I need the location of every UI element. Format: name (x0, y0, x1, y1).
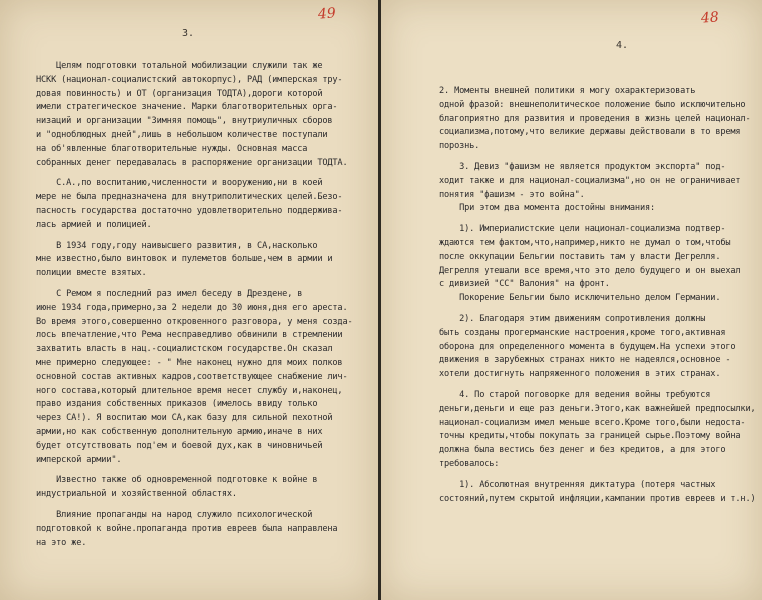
text-line: НСКК (национал-социалистский автокорпус), РАД (имперская тру- (36, 74, 343, 85)
text-line: ходит также и для национал-социализма",но он не ограничивает (439, 175, 741, 186)
text-line: состояний,путем скрытой инфляции,кампании против евреев и т.н.) (439, 493, 756, 504)
text-line: армии,но как собственную дополнительную армию,иначе в них (36, 426, 323, 437)
text-line: 3. Девиз "фашизм не является продуктом экспорта" под- (439, 161, 726, 172)
right-folio-number: 48 (700, 9, 720, 27)
right-body-text (439, 78, 756, 506)
text-line (439, 154, 756, 161)
text-line: одной фразой: внешнеполитическое положение было исключительно (439, 99, 746, 110)
text-line: При этом два момента достойны внимания: (439, 203, 656, 214)
text-line: 1). Абсолютная внутренняя диктатура (потеря частных (439, 479, 716, 490)
left-body-text (36, 60, 353, 550)
text-line: низаций и организации "Зимняя помощь", внутриуличных сборов (36, 116, 333, 127)
text-line: движения в зарубежных странах никто не надеялся,основное - (439, 355, 731, 366)
text-line: мне примерно следующее: - " Мне наконец нужно для моих полков (36, 357, 343, 368)
text-line: довая повинность) и ОТ (организация ТОДТА),дороги которой (36, 88, 323, 99)
text-line (36, 502, 353, 509)
text-line: должна была вестись без денег и без кредитов, а для этого (439, 445, 726, 456)
text-line: Во время этого,совершенно откровенного разговора, у меня созда- (36, 316, 353, 327)
text-line: 1). Империалистские цели национал-социализма подтвер- (439, 224, 726, 235)
text-line: Целям подготовки тотальной мобилизации служили так же (36, 61, 323, 71)
text-line (36, 281, 353, 288)
left-folio-number: 49 (317, 5, 337, 23)
text-line: после оккупации Бельгии поставить там у власти Дегрелля. (439, 251, 721, 262)
text-line: С Ремом я последний раз имел беседу в Дрездене, в (36, 288, 303, 299)
left-page-number: 3. (182, 28, 195, 39)
text-line: 2). Благодаря этим движениям сопротивления должны (439, 313, 706, 324)
right-page-number: 4. (616, 40, 629, 51)
text-line: ного состава,который длительное время несет службу и,наконец, (36, 385, 343, 396)
text-line: хотели достигнуть напряженного положения в этих странах. (439, 369, 721, 380)
text-line: и "одноблюдных дней",лишь в небольшом количестве поступали (36, 129, 328, 140)
text-line: порознь. (439, 141, 480, 152)
text-line: имели стратегическое значение. Марки благотворительных орга- (36, 102, 338, 113)
text-line: 4. По старой поговорке для ведения войны требуются (439, 389, 711, 400)
text-line: С.А.,по воспитанию,численности и вооружению,ни в коей (36, 178, 323, 189)
text-line: Дегрелля утешали все время,что это дело будущего и он выехал (439, 265, 741, 276)
text-line: ждаются тем фактом,что,например,никто не думал о том,чтобы (439, 237, 731, 248)
text-line: быть созданы прогерманские настроения,кроме того,активная (439, 327, 726, 338)
text-line: собранных денег передавалась в распоряжение организации ТОДТА. (36, 157, 348, 168)
text-line: благоприятно для развития и проведения в жизнь целей национал- (439, 113, 751, 124)
text-line: пасность государства достаточно удовлетворительно поддержива- (36, 205, 343, 216)
text-line: через СА!). Я воспитаю мои СА,как базу для сильной пехотной (36, 413, 333, 424)
text-line: июне 1934 года,примерно,за 2 недели до 30 июня,дня его ареста. (36, 302, 348, 313)
text-line: лась армией и полицией. (36, 219, 152, 230)
text-line: полиции вместе взятых. (36, 268, 147, 279)
text-line: понятия "фашизм - это война". (439, 189, 585, 200)
text-line: мне известно,было винтовок и пулеметов больше,чем в армии и (36, 254, 333, 265)
text-line: Известно также об одновременной подготовке к войне в (36, 475, 318, 486)
text-line (36, 170, 353, 177)
text-line: захватить власть в нац.-социалистском государстве.Он сказал (36, 344, 333, 355)
text-line: В 1934 году,году наивысшего развития, в СА,насколько (36, 240, 318, 251)
text-line: индустриальной и хозяйственной областях. (36, 489, 237, 500)
text-line: оборона для определенного момента в будущем.На успехи этого (439, 341, 736, 352)
text-line: на об'явленные благотворительные нужды. Основная масса (36, 143, 308, 154)
left-page (0, 0, 378, 600)
text-line: имперской армии". (36, 454, 122, 465)
text-line: Покорение Бельгии было исключительно делом Германии. (439, 293, 721, 304)
text-line: основной состав активных кадров,соответствующее снабжение лич- (36, 371, 348, 382)
text-line: подготовкой к войне.пропаганда против евреев была направлена (36, 523, 338, 534)
text-line (439, 382, 756, 389)
text-line: будет отсутствовать под'ем и боевой дух,как в чиновничьей (36, 440, 323, 451)
text-line: деньги,деньги и еще раз деньги.Этого,как важнейшей предпосылки, (439, 403, 756, 414)
text-line: на это же. (36, 537, 87, 548)
text-line (36, 233, 353, 240)
text-line: право издания собственных приказов (имелось ввиду только (36, 399, 318, 410)
text-line: Влияние пропаганды на народ служило психологической (36, 509, 313, 520)
text-line: требовалось: (439, 458, 500, 469)
text-line: 2. Моменты внешней политики я могу охарактеризовать (439, 86, 696, 96)
right-page (381, 0, 762, 600)
text-line: мере не была предназначена для внутриполитических целей.Безо- (36, 192, 343, 203)
text-line (439, 306, 756, 313)
text-line (36, 467, 353, 474)
text-line (439, 216, 756, 223)
text-line: социализма,потому,что великие державы действовали в то время (439, 127, 741, 138)
text-line: национал-социализм имел меньше всего.Кроме того,были недоста- (439, 417, 746, 428)
text-line: точны кредиты,чтобы покупать за границей сырье.Поэтому война (439, 431, 741, 442)
text-line: с дивизией "СС" Валония" на фронт. (439, 279, 610, 290)
text-line (439, 78, 756, 85)
text-line (439, 472, 756, 479)
text-line: лось впечатление,что Рема несправедливо обвинили в стремлении (36, 330, 343, 341)
